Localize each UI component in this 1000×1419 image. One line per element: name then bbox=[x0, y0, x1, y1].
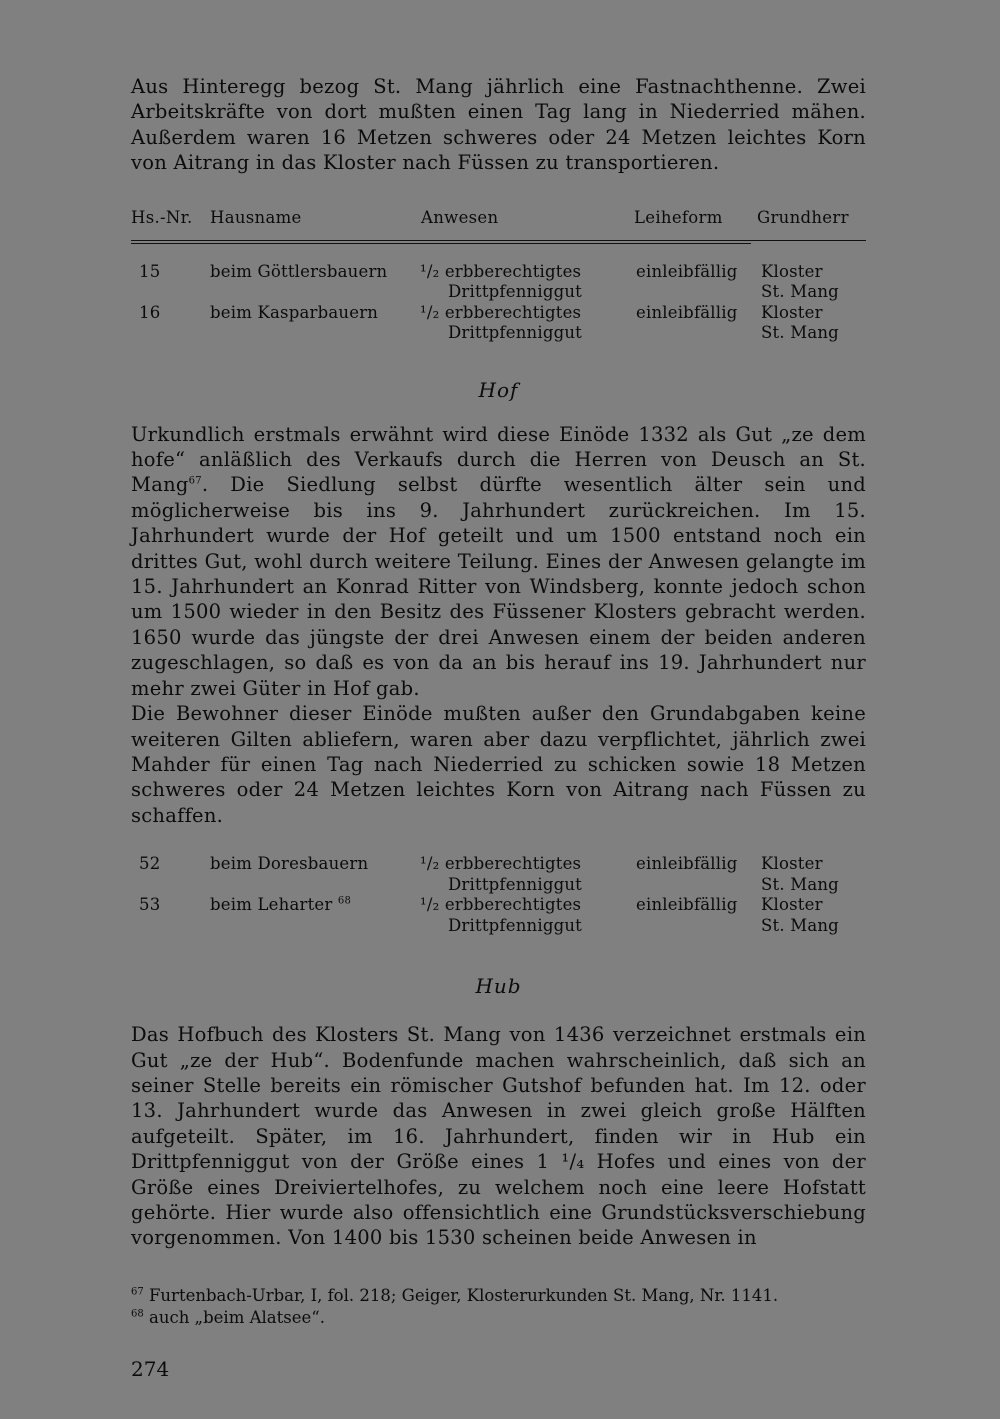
col-header-hausname: Hausname bbox=[210, 207, 302, 227]
cell-anwesen-line1: ¹/₂ erbberechtigtes bbox=[420, 895, 582, 915]
col-header-anwesen: Anwesen bbox=[421, 207, 499, 227]
footnotes bbox=[131, 1285, 866, 1329]
cell-anwesen bbox=[420, 854, 582, 895]
cell-nr: 15 bbox=[139, 261, 161, 281]
cell-grundherr bbox=[761, 854, 839, 895]
cell-leiheform: einleibfällig bbox=[636, 895, 738, 915]
cell-anwesen-line2: Drittpfenniggut bbox=[448, 915, 583, 935]
page-number: 274 bbox=[131, 1356, 170, 1381]
footnote-ref-68: 68 bbox=[337, 895, 352, 907]
cell-anwesen bbox=[420, 262, 582, 303]
table-row bbox=[131, 262, 866, 303]
header-rule-top bbox=[131, 240, 866, 241]
cell-leiheform: einleibfällig bbox=[636, 302, 738, 322]
cell-anwesen-line1: ¹/₂ erbberechtigtes bbox=[420, 302, 582, 322]
cell-grundherr-line2: St. Mang bbox=[761, 323, 839, 343]
cell-leiheform: einleibfällig bbox=[636, 261, 738, 281]
cell-nr: 52 bbox=[139, 854, 161, 874]
section-heading-hub: Hub bbox=[475, 974, 522, 999]
col-header-leiheform: Leiheform bbox=[634, 207, 723, 227]
hof-paragraph-1 bbox=[131, 422, 866, 701]
footnote bbox=[131, 1307, 866, 1329]
cell-anwesen-line2: Drittpfenniggut bbox=[448, 874, 583, 894]
footnote-ref-67: 67 bbox=[188, 475, 202, 487]
hub-paragraph: Das Hofbuch des Klosters St. Mang von 1436 verzeichnet erstmals ein Gut „ze der Hub“. Bodenfunde machen wahrscheinlich, daß sich an seiner Stelle bereits ein römischer Gutshof befunden hat. Im 12. oder 13. Jahrhundert wurde das Anwesen in zwei gleich große Hälften aufgeteilt. Später, im 16. Jahrhundert, finden wir in Hub ein Drittpfenniggut von der Größe eines 1 ¹/₄ Hofes und eines von der Größe eines Dreiviertelhofes, zu welchem noch eine leere Hofstatt gehörte. Hier wurde also offensichtlich eine Grundstücksverschiebung vorgenommen. Von 1400 bis 1530 scheinen beide Anwesen in bbox=[131, 1023, 866, 1250]
intro-paragraph: Aus Hinteregg bezog St. Mang jährlich eine Fastnachthenne. Zwei Arbeitskräfte von dort mußten einen Tag lang in Niederried mähen. Außerdem waren 16 Metzen schweres oder 24 Metzen leichtes Korn von Aitrang in das Kloster nach Füssen zu transportieren. bbox=[131, 75, 866, 175]
cell-hausname: beim Göttlersbauern bbox=[210, 261, 388, 281]
table-row bbox=[131, 895, 866, 936]
col-header-nr: Hs.-Nr. bbox=[131, 207, 193, 227]
footnote-text: Furtenbach-Urbar, I, fol. 218; Geiger, Klosterurkunden St. Mang, Nr. 1141. bbox=[148, 1285, 779, 1305]
table-header bbox=[131, 208, 866, 228]
hof-paragraph-1-start: Urkundlich erstmals erwähnt wird diese Einöde 1332 als Gut „ze dem hofe“ anläßlich des Verkaufs durch die Herren von Deusch an St. Mang bbox=[131, 422, 866, 497]
book-page bbox=[131, 74, 866, 1381]
cell-grundherr-line1: Kloster bbox=[761, 895, 823, 915]
cell-grundherr-line1: Kloster bbox=[761, 261, 823, 281]
table-2 bbox=[131, 854, 866, 936]
cell-hausname: beim Kasparbauern bbox=[210, 302, 379, 322]
cell-grundherr-line2: St. Mang bbox=[761, 874, 839, 894]
cell-hausname: beim Doresbauern bbox=[210, 854, 369, 874]
section-heading-hof: Hof bbox=[478, 377, 519, 402]
cell-anwesen-line2: Drittpfenniggut bbox=[448, 282, 583, 302]
cell-grundherr-line1: Kloster bbox=[761, 302, 823, 322]
hof-paragraph-1-rest: . Die Siedlung selbst dürfte wesentlich älter sein und möglicherweise bis ins 9. Jahrhundert zurückreichen. Im 15. Jahrhundert wurde der Hof geteilt und um 1500 entstand noch ein drittes Gut, wohl durch weitere Teilung. Eines der Anwesen gelangte im 15. Jahrhundert an Konrad Ritter von Windsberg, konnte jedoch schon um 1500 wieder in den Besitz des Füssener Klosters gebracht werden. 1650 wurde das jüngste der drei Anwesen einem der beiden anderen zugeschlagen, so daß es von da an bis herauf ins 19. Jahrhundert nur mehr zwei Güter in Hof gab. bbox=[131, 473, 866, 700]
cell-hausname-text: beim Leharter bbox=[210, 895, 333, 915]
cell-grundherr-line1: Kloster bbox=[761, 854, 823, 874]
table-row bbox=[131, 854, 866, 895]
footnote-text: auch „beim Alatsee“. bbox=[148, 1307, 325, 1327]
cell-anwesen-line1: ¹/₂ erbberechtigtes bbox=[420, 854, 582, 874]
cell-nr: 53 bbox=[139, 895, 161, 915]
cell-grundherr bbox=[761, 262, 839, 303]
cell-grundherr-line2: St. Mang bbox=[761, 915, 839, 935]
table-row bbox=[131, 303, 866, 344]
table-1 bbox=[131, 262, 866, 344]
cell-anwesen-line2: Drittpfenniggut bbox=[448, 323, 583, 343]
cell-grundherr bbox=[761, 895, 839, 936]
cell-grundherr-line2: St. Mang bbox=[761, 282, 839, 302]
cell-grundherr bbox=[761, 303, 839, 344]
cell-anwesen-line1: ¹/₂ erbberechtigtes bbox=[420, 261, 582, 281]
col-header-grundherr: Grundherr bbox=[757, 207, 849, 227]
footnote-number: 68 bbox=[131, 1308, 144, 1320]
footnote-number: 67 bbox=[131, 1286, 144, 1298]
cell-nr: 16 bbox=[139, 302, 161, 322]
cell-hausname bbox=[210, 895, 351, 916]
cell-anwesen bbox=[420, 895, 582, 936]
cell-anwesen bbox=[420, 303, 582, 344]
footnote bbox=[131, 1285, 866, 1307]
cell-leiheform: einleibfällig bbox=[636, 854, 738, 874]
hof-paragraph-2: Die Bewohner dieser Einöde mußten außer den Grundabgaben keine weiteren Gilten abliefern, waren aber dazu verpflichtet, jährlich zwei Mahder für einen Tag nach Niederried zu schicken sowie 18 Metzen schweres oder 24 Metzen leichtes Korn von Aitrang nach Füssen zu schaffen. bbox=[131, 702, 866, 827]
header-rule-bottom bbox=[131, 243, 751, 244]
